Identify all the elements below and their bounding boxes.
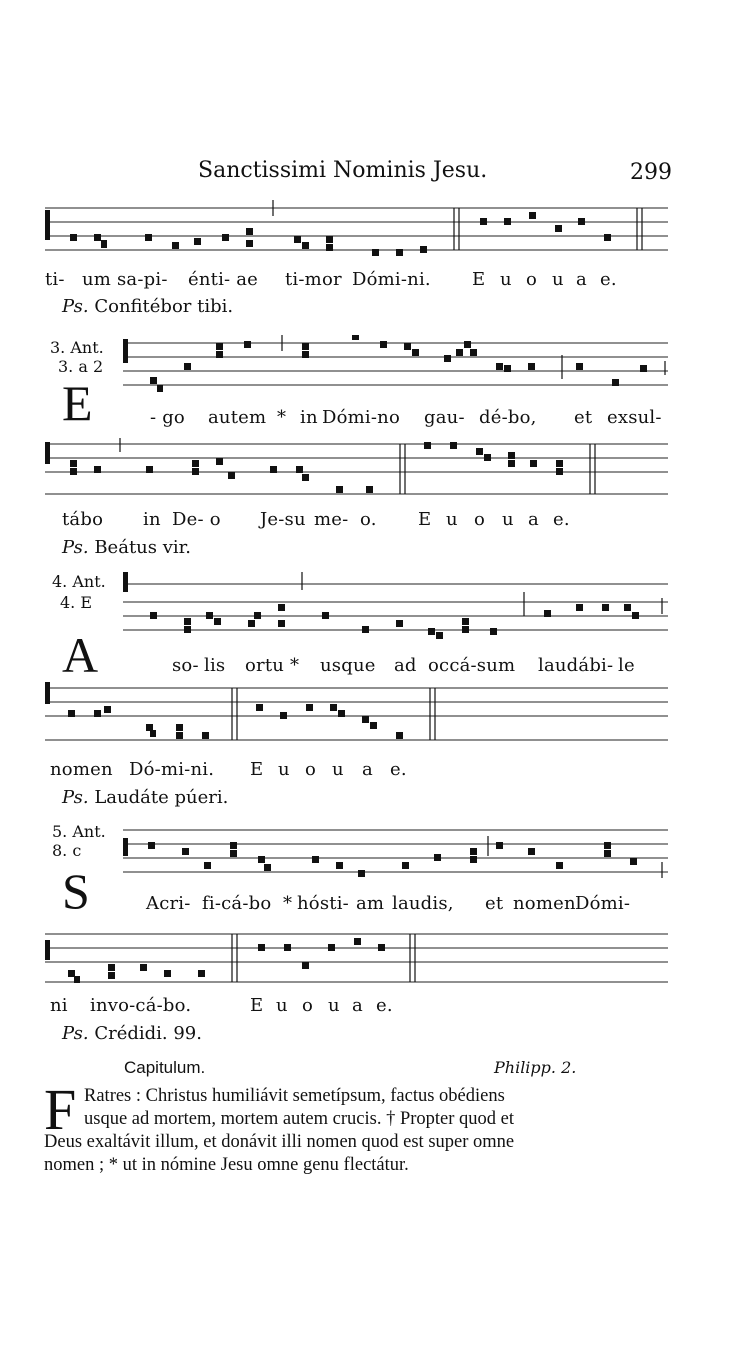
lyric-syllable: E bbox=[472, 269, 486, 290]
antiphon-label: 4. Ant. bbox=[52, 572, 106, 591]
lyric-syllable: in bbox=[300, 407, 318, 428]
lyric-syllable: ortu * bbox=[245, 655, 300, 676]
lyric-syllable: lis bbox=[204, 655, 226, 676]
scripture-reference: Philipp. 2. bbox=[494, 1058, 577, 1077]
initial-letter: E bbox=[62, 375, 93, 431]
lyric-syllable: a bbox=[362, 759, 373, 780]
capitulum-heading: Capitulum. bbox=[124, 1058, 206, 1077]
capitulum-text-line: nomen ; * ut in nómine Jesu omne genu flectátur. bbox=[44, 1155, 409, 1175]
lyric-syllable: um sa-pi- bbox=[82, 269, 168, 290]
lyric-syllable: Dó-mi-ni. bbox=[129, 759, 215, 780]
lyric-syllable: * bbox=[277, 407, 287, 428]
lyric-syllable: gau- bbox=[424, 407, 465, 428]
lyric-syllable: - go bbox=[150, 407, 185, 428]
music-staff bbox=[0, 436, 740, 500]
lyric-syllable: u bbox=[276, 995, 288, 1016]
lyric-syllable: usque bbox=[320, 655, 376, 676]
lyric-syllable: laudábi- bbox=[538, 655, 614, 676]
lyric-syllable: E bbox=[250, 759, 264, 780]
lyric-syllable: et bbox=[485, 893, 504, 914]
lyric-syllable: nomen bbox=[50, 759, 113, 780]
initial-letter: A bbox=[62, 627, 99, 683]
lyric-syllable: énti- ae bbox=[188, 269, 259, 290]
capitulum-text-line: Ratres : Christus humiliávit semetípsum, factus obédiens bbox=[84, 1086, 505, 1106]
mode-label: 3. a 2 bbox=[58, 357, 104, 376]
lyric-syllable: invo-cá-bo. bbox=[90, 995, 192, 1016]
lyric-syllable: Dómi- bbox=[575, 893, 631, 914]
mode-label: 8. c bbox=[52, 841, 82, 860]
lyric-syllable: ad bbox=[394, 655, 417, 676]
lyric-syllable: le bbox=[618, 655, 635, 676]
lyric-syllable: ti-mor bbox=[285, 269, 342, 290]
music-staff bbox=[0, 335, 740, 395]
lyric-syllable: hósti- bbox=[297, 893, 349, 914]
lyric-syllable: * bbox=[283, 893, 293, 914]
lyric-syllable: u bbox=[500, 269, 512, 290]
lyric-syllable: a bbox=[528, 509, 539, 530]
lyric-syllable: e. bbox=[390, 759, 407, 780]
music-staff bbox=[0, 680, 740, 744]
music-staff bbox=[0, 928, 740, 988]
lyric-syllable: dé-bo, bbox=[479, 407, 537, 428]
lyric-syllable: nomen bbox=[513, 893, 576, 914]
psalm-reference: Ps. Beátus vir. bbox=[62, 537, 191, 558]
lyric-syllable: tábo bbox=[62, 509, 104, 530]
capitulum-text-line: usque ad mortem, mortem autem crucis. † Propter quod et bbox=[84, 1109, 515, 1129]
lyric-syllable: et bbox=[574, 407, 593, 428]
lyric-syllable: u bbox=[278, 759, 290, 780]
lyric-syllable: ni bbox=[50, 995, 68, 1016]
lyric-syllable: E bbox=[418, 509, 432, 530]
lyric-syllable: e. bbox=[553, 509, 570, 530]
psalm-reference: Ps. Confitébor tibi. bbox=[62, 296, 234, 317]
lyric-syllable: ti- bbox=[45, 269, 65, 290]
lyric-syllable: in bbox=[143, 509, 161, 530]
lyric-syllable: e. bbox=[600, 269, 617, 290]
mode-label: 4. E bbox=[60, 593, 93, 612]
lyric-syllable: e. bbox=[376, 995, 393, 1016]
lyric-syllable: a bbox=[576, 269, 587, 290]
lyric-syllable: am bbox=[356, 893, 385, 914]
lyric-syllable: me- bbox=[314, 509, 349, 530]
music-staff bbox=[0, 572, 740, 642]
lyric-syllable: E bbox=[250, 995, 264, 1016]
lyric-syllable: Je-su bbox=[260, 509, 306, 530]
lyric-syllable: autem bbox=[208, 407, 267, 428]
lyric-syllable: u bbox=[328, 995, 340, 1016]
lyric-syllable: u bbox=[446, 509, 458, 530]
antiphon-label: 3. Ant. bbox=[50, 338, 104, 357]
lyric-syllable: Acri- bbox=[146, 893, 191, 914]
psalm-reference: Ps. Crédidi. 99. bbox=[62, 1023, 202, 1044]
capitulum-text-line: Deus exaltávit illum, et donávit illi nomen quod est super omne bbox=[44, 1132, 515, 1152]
music-staff bbox=[0, 822, 740, 886]
lyric-syllable: De- o bbox=[172, 509, 221, 530]
initial-letter: S bbox=[62, 863, 90, 919]
lyric-syllable: o. bbox=[360, 509, 377, 530]
antiphon-label: 5. Ant. bbox=[52, 822, 106, 841]
lyric-syllable: a bbox=[352, 995, 363, 1016]
lyric-syllable: o bbox=[305, 759, 317, 780]
psalm-reference: Ps. Laudáte púeri. bbox=[62, 787, 229, 808]
lyric-syllable: u bbox=[332, 759, 344, 780]
lyric-syllable: o bbox=[526, 269, 538, 290]
page-title: Sanctissimi Nominis Jesu. bbox=[198, 158, 488, 183]
lyric-syllable: fi-cá-bo bbox=[202, 893, 272, 914]
lyric-syllable: so- bbox=[172, 655, 199, 676]
lyric-syllable: u bbox=[502, 509, 514, 530]
lyric-syllable: Dómi-no bbox=[322, 407, 401, 428]
lyric-syllable: occá-sum bbox=[428, 655, 516, 676]
initial-letter: F bbox=[44, 1077, 77, 1142]
lyric-syllable: o bbox=[302, 995, 314, 1016]
lyric-syllable: laudis, bbox=[392, 893, 454, 914]
lyric-syllable: exsul- bbox=[607, 407, 662, 428]
lyric-syllable: o bbox=[474, 509, 486, 530]
lyric-syllable: Dómi-ni. bbox=[352, 269, 431, 290]
page-number: 299 bbox=[630, 160, 672, 185]
lyric-syllable: u bbox=[552, 269, 564, 290]
music-staff bbox=[0, 200, 740, 260]
